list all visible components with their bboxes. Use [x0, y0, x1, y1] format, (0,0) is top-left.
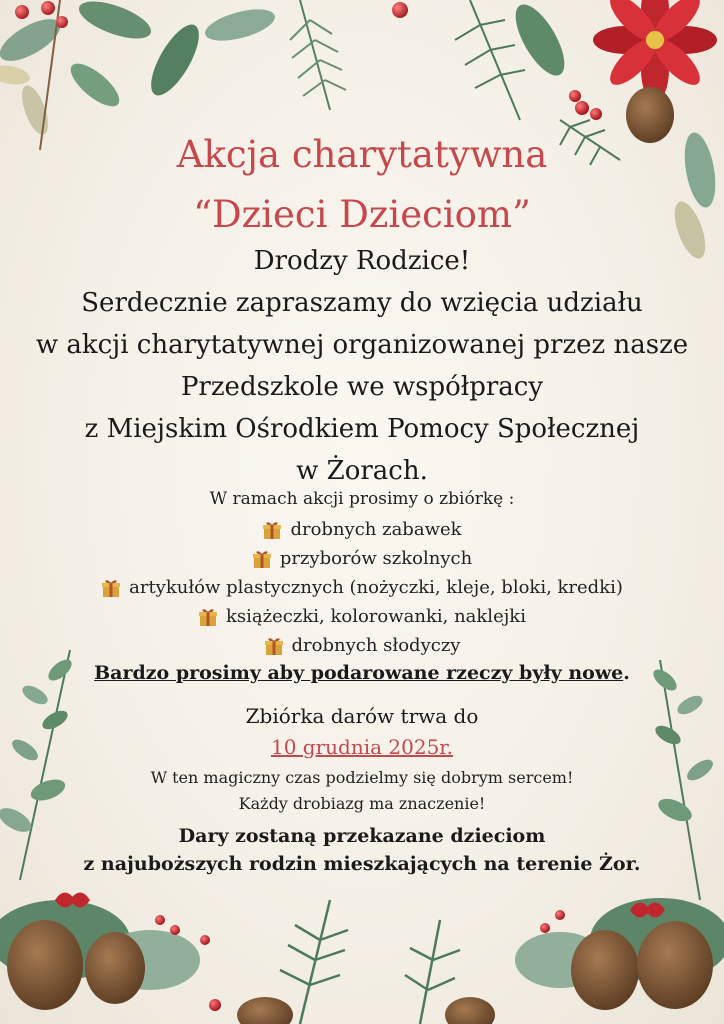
intro-text	[0, 240, 724, 492]
intro-line: Serdecznie zapraszamy do wzięcia udziału	[81, 288, 643, 318]
list-item	[0, 631, 724, 660]
new-items-notice	[0, 659, 724, 687]
list-item-label: drobnych słodyczy	[291, 635, 461, 656]
list-item-label: drobnych zabawek	[290, 519, 462, 540]
message-line: W ten magiczny czas podzielmy się dobrym sercem!	[150, 768, 574, 787]
greeting: Drodzy Rodzice!	[253, 246, 471, 276]
intro-line: Przedszkole we współpracy	[180, 372, 544, 402]
list-item	[0, 515, 724, 544]
list-item-label: przyborów szkolnych	[279, 548, 473, 569]
title-line-2: “Dzieci Dzieciom”	[193, 193, 531, 236]
list-item	[0, 573, 724, 602]
list-item	[0, 602, 724, 631]
message-line: Każdy drobiazg ma znaczenie!	[238, 794, 486, 813]
gifts-note	[0, 822, 724, 878]
gifts-note-line: z najuboższych rodzin mieszkających na terenie Żor.	[83, 853, 641, 875]
title-line-1: Akcja charytatywna	[176, 133, 548, 176]
gift-icon	[198, 607, 218, 627]
gift-icon	[252, 549, 272, 569]
gift-icon	[262, 520, 282, 540]
collection-request: W ramach akcji prosimy o zbiórkę :	[209, 489, 515, 509]
gifts-note-line: Dary zostaną przekazane dzieciom	[178, 825, 546, 847]
gift-icon	[264, 636, 284, 656]
collection-list	[0, 515, 724, 660]
gift-icon	[101, 578, 121, 598]
new-items-notice-text: Bardzo prosimy aby podarowane rzeczy były nowe	[94, 662, 624, 684]
deadline-date: 10 grudnia 2025r.	[270, 735, 454, 759]
notice-period: .	[623, 662, 630, 684]
intro-line: z Miejskim Ośrodkiem Pomocy Społecznej	[84, 414, 640, 444]
deadline-label: Zbiórka darów trwa do	[245, 704, 479, 728]
list-item-label: artykułów plastycznych (nożyczki, kleje, bloki, kredki)	[129, 577, 623, 598]
list-item-label: książeczki, kolorowanki, naklejki	[226, 606, 526, 627]
intro-line: w akcji charytatywnej organizowanej przez nasze	[35, 330, 689, 360]
intro-line: w Żorach.	[296, 456, 428, 486]
message	[0, 765, 724, 817]
list-item	[0, 544, 724, 573]
